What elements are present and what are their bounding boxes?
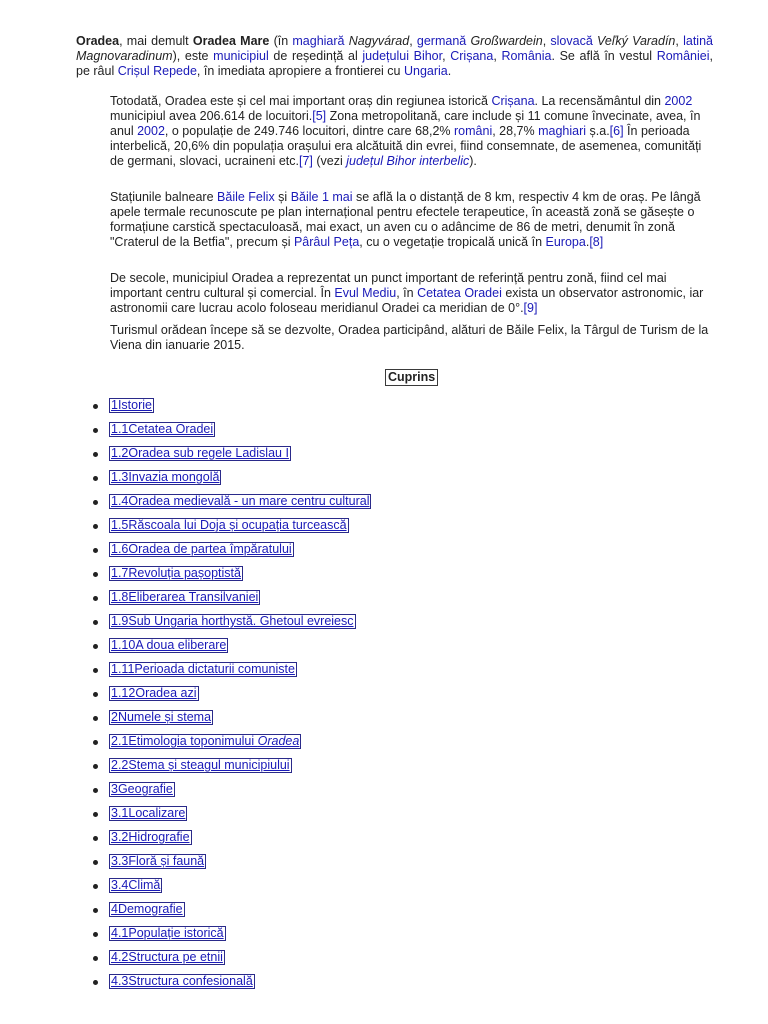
article-link[interactable]: slovacă — [550, 34, 593, 48]
bullet-icon — [93, 476, 98, 481]
body-text: , — [442, 49, 451, 63]
body-text: municipiul avea 206.614 de locuitori. — [110, 109, 313, 123]
body-text: În perioada interbelică, 20,6% din populația orașului era alcătuită din evrei, fiind consemnate, de asemenea, comunități de germani, slovaci, ucraineni etc. — [110, 124, 702, 168]
bullet-icon — [93, 500, 98, 505]
bullet-icon — [93, 884, 98, 889]
toc-item — [93, 926, 371, 950]
toc-link[interactable] — [109, 518, 349, 533]
body-text: (în — [269, 34, 293, 48]
body-text: Turismul orădean începe să se dezvolte, Oradea participând, alături de Băile Felix, la Târgul de Turism de la Viena din ianuarie 2015. — [110, 323, 709, 352]
article-link[interactable]: germană — [416, 34, 467, 48]
toc-item — [93, 494, 371, 518]
body-text: Zona metropolitană, care include și 11 comune învecinate, avea, în anul — [110, 109, 701, 138]
toc-text — [118, 902, 183, 916]
toc-number: 4.3 — [111, 974, 129, 988]
body-text: , — [542, 34, 551, 48]
toc-link[interactable] — [109, 398, 154, 413]
intro-paragraph — [76, 34, 713, 79]
article-link[interactable]: maghiari — [538, 124, 587, 138]
toc-number: 1.9 — [111, 614, 129, 628]
toc-text — [128, 974, 252, 988]
toc-link[interactable] — [109, 926, 226, 941]
article-link[interactable]: [8] — [589, 235, 604, 249]
toc-number: 1.12 — [111, 686, 136, 700]
body-text: , mai demult — [119, 34, 193, 48]
toc-number: 1.1 — [111, 422, 129, 436]
bullet-icon — [93, 740, 98, 745]
toc-number: 2.2 — [111, 758, 129, 772]
body-text: și — [274, 190, 291, 204]
toc-link[interactable] — [109, 854, 206, 869]
spa-paragraph — [110, 190, 710, 250]
body-text: Totodată, Oradea este și cel mai important oraș din regiunea istorică — [110, 94, 492, 108]
bullet-icon — [93, 932, 98, 937]
toc-label: Floră și faună — [128, 854, 205, 868]
tourism-paragraph — [110, 323, 710, 353]
toc-text — [128, 494, 369, 508]
bullet-icon — [93, 788, 98, 793]
toc-item — [93, 806, 371, 830]
toc-link[interactable] — [109, 614, 356, 629]
toc-link[interactable] — [109, 686, 199, 701]
toc-link[interactable] — [109, 542, 294, 557]
toc-label: Invazia mongolă — [128, 470, 220, 484]
toc-label: Oradea sub regele Ladislau I — [128, 446, 289, 460]
bullet-icon — [93, 764, 98, 769]
bullet-icon — [93, 404, 98, 409]
article-link[interactable]: România — [501, 49, 552, 63]
toc-number: 3.1 — [111, 806, 129, 820]
toc-item — [93, 878, 371, 902]
body-text: ș.a. — [586, 124, 610, 138]
toc-text — [128, 614, 353, 628]
body-text: Stațiunile balneare — [110, 190, 218, 204]
body-text: , în imediata apropiere a frontierei cu — [196, 64, 404, 78]
toc-item — [93, 686, 371, 710]
toc-link[interactable] — [109, 782, 175, 797]
body-text: , — [675, 34, 684, 48]
toc-link[interactable] — [109, 470, 221, 485]
article-link[interactable]: Cetatea Oradei — [417, 286, 502, 300]
bullet-icon — [93, 836, 98, 841]
body-text: . — [585, 235, 590, 249]
article-link[interactable]: Pârâul Peța — [293, 235, 360, 249]
toc-label: Revoluția pașoptistă — [128, 566, 241, 580]
toc-label: Oradea azi — [135, 686, 197, 700]
article-link[interactable]: Evul Mediu — [334, 286, 397, 300]
bold-text: Oradea — [76, 34, 120, 48]
toc-text — [128, 878, 160, 892]
toc-number: 3 — [111, 782, 118, 796]
body-text: . La recensământul din — [534, 94, 665, 108]
toc-text — [128, 758, 289, 772]
body-text: , — [493, 49, 502, 63]
toc-label: A doua eliberare — [135, 638, 227, 652]
body-text: se află la o distanță de 8 km, respectiv 4 km de oraș. Pe lângă apele termale recunoscute pe plan internațional pentru efectele terapeutice, în această zonă se găsește o formațiune carstică spectaculoasă, mai exact, un aven cu o adâncime de 86 de metri, denumit în zonă "Craterul de la Betfia", precum și — [110, 190, 701, 249]
toc-text — [128, 830, 189, 844]
bullet-icon — [93, 572, 98, 577]
toc-link[interactable] — [109, 662, 297, 677]
toc-label: Oradea medievală - un mare centru cultural — [128, 494, 370, 508]
toc-text — [128, 950, 223, 964]
toc-label-italic: Oradea — [257, 734, 300, 748]
article-link[interactable]: Băile 1 mai — [290, 190, 353, 204]
toc-item — [93, 614, 371, 638]
toc-number: 1.5 — [111, 518, 129, 532]
toc-text — [118, 398, 152, 412]
article-link[interactable]: Europa — [545, 235, 586, 249]
toc-text — [118, 710, 211, 724]
toc-label: Etimologia toponimului — [128, 734, 258, 748]
toc-text — [128, 542, 291, 556]
toc-text — [128, 854, 204, 868]
italic-text: Magnovaradinum — [76, 49, 173, 63]
toc-number: 1.8 — [111, 590, 129, 604]
toc-item — [93, 590, 371, 614]
bullet-icon — [93, 644, 98, 649]
toc-link[interactable] — [109, 710, 213, 725]
bullet-icon — [93, 860, 98, 865]
toc-item — [93, 950, 371, 974]
article-link[interactable]: 2002 — [664, 94, 693, 108]
toc-item — [93, 446, 371, 470]
article-link[interactable]: [9] — [523, 301, 538, 315]
toc-number: 3.2 — [111, 830, 129, 844]
article-link[interactable]: județul Bihor interbelic — [346, 154, 470, 168]
toc-label: Cetatea Oradei — [128, 422, 214, 436]
toc-text — [128, 806, 185, 820]
toc-text — [135, 686, 196, 700]
toc-item — [93, 518, 371, 542]
toc-link[interactable] — [109, 590, 260, 605]
bold-text: Oradea Mare — [192, 34, 270, 48]
toc-number: 4.1 — [111, 926, 129, 940]
italic-text: Veľký Varadín — [597, 34, 676, 48]
article-link[interactable]: români — [454, 124, 493, 138]
toc-text — [128, 470, 219, 484]
toc-title: Cuprins — [385, 369, 438, 386]
toc-label: Structura pe etnii — [128, 950, 223, 964]
toc-item — [93, 902, 371, 926]
toc-label: Istorie — [117, 398, 152, 412]
body-text: De secole, municipiul Oradea a reprezentat un punct important de referință pentru zonă, fiind cel mai important centru cultural și comercial. În — [110, 271, 667, 300]
toc-link[interactable] — [109, 422, 215, 437]
toc-item — [93, 398, 371, 422]
article-link[interactable]: [6] — [609, 124, 624, 138]
article-link[interactable]: României — [656, 49, 710, 63]
article-link[interactable]: Băile Felix — [217, 190, 275, 204]
toc-label: Climă — [128, 878, 161, 892]
toc-item — [93, 758, 371, 782]
body-text: , o populație de 249.746 locuitori, dintre care 68,2% — [164, 124, 455, 138]
toc-label: Oradea de partea împăratului — [128, 542, 292, 556]
bullet-icon — [93, 956, 98, 961]
body-text: ), este — [172, 49, 214, 63]
toc-link[interactable] — [109, 950, 225, 965]
body-text: , 28,7% — [492, 124, 539, 138]
toc-number: 3.3 — [111, 854, 129, 868]
toc-link[interactable] — [109, 638, 228, 653]
toc-number: 1.7 — [111, 566, 129, 580]
toc-item — [93, 782, 371, 806]
article-link[interactable]: Ungaria — [403, 64, 448, 78]
article-link[interactable]: județului Bihor — [362, 49, 443, 63]
bullet-icon — [93, 668, 98, 673]
toc-link[interactable] — [109, 806, 187, 821]
toc-number: 1.11 — [111, 662, 135, 676]
toc-link[interactable] — [109, 566, 243, 581]
article-link[interactable]: maghiară — [292, 34, 345, 48]
toc-item — [93, 854, 371, 878]
toc-item — [93, 542, 371, 566]
toc-text — [128, 926, 223, 940]
toc-link[interactable] — [109, 734, 301, 749]
history-paragraph — [110, 271, 710, 316]
toc-text — [128, 734, 299, 748]
toc-text — [118, 782, 173, 796]
toc-label: Răscoala lui Doja și ocupația turcească — [128, 518, 347, 532]
toc-number: 1.4 — [111, 494, 129, 508]
body-text: , — [409, 34, 417, 48]
toc-number: 3.4 — [111, 878, 129, 892]
italic-text: Nagyvárad — [348, 34, 410, 48]
toc-number: 2.1 — [111, 734, 129, 748]
toc-number: 4 — [111, 902, 118, 916]
body-text: . Se află în vestul — [551, 49, 657, 63]
toc-number: 1.3 — [111, 470, 129, 484]
bullet-icon — [93, 452, 98, 457]
body-text: , pe râul — [76, 49, 713, 78]
toc-label: Numele și stema — [117, 710, 212, 724]
bullet-icon — [93, 812, 98, 817]
toc-number: 1.2 — [111, 446, 129, 460]
toc-text — [128, 566, 241, 580]
toc-number: 2 — [111, 710, 118, 724]
toc-text — [135, 638, 226, 652]
body-text: , cu o vegetație tropicală unică în — [359, 235, 546, 249]
toc-label: Populație istorică — [128, 926, 224, 940]
article-link[interactable]: Crișul Repede — [117, 64, 197, 78]
article-link[interactable]: latină — [683, 34, 713, 48]
toc-link[interactable] — [109, 974, 255, 989]
bullet-icon — [93, 596, 98, 601]
bullet-icon — [93, 620, 98, 625]
italic-text: Großwardein — [470, 34, 543, 48]
article-link[interactable]: 2002 — [137, 124, 165, 138]
body-text: exista un observator astronomic, iar astronomii care lucrau acolo foloseau meridianul Oradei ca meridian de 0°. — [110, 286, 704, 315]
toc-text — [128, 446, 289, 460]
article-link[interactable]: [5] — [312, 109, 327, 123]
body-text: . — [447, 64, 452, 78]
toc-label: Hidrografie — [128, 830, 190, 844]
toc-label: Demografie — [117, 902, 183, 916]
toc-link[interactable] — [109, 494, 371, 509]
bullet-icon — [93, 692, 98, 697]
toc-label: Structura confesională — [128, 974, 253, 988]
toc-item — [93, 470, 371, 494]
toc-item — [93, 734, 371, 758]
article-link[interactable]: municipiul — [213, 49, 269, 63]
toc-label: Geografie — [117, 782, 173, 796]
toc-text — [134, 662, 295, 676]
body-text: (vezi — [312, 154, 347, 168]
toc-item — [93, 422, 371, 446]
toc-item — [93, 662, 371, 686]
bullet-icon — [93, 980, 98, 985]
toc-number: 1.6 — [111, 542, 129, 556]
toc-label: Localizare — [128, 806, 186, 820]
body-text: de reședință al — [268, 49, 363, 63]
body-text: , în — [396, 286, 418, 300]
toc-number: 4.2 — [111, 950, 129, 964]
toc-item — [93, 566, 371, 590]
toc-number: 1.10 — [111, 638, 136, 652]
toc-item — [93, 638, 371, 662]
article-link[interactable]: Crișana — [491, 94, 535, 108]
toc-text — [128, 590, 258, 604]
toc-item — [93, 830, 371, 854]
population-paragraph — [110, 94, 710, 169]
toc-label: Sub Ungaria horthystă. Ghetoul evreiesc — [128, 614, 354, 628]
article-link[interactable]: [7] — [298, 154, 313, 168]
toc-item — [93, 710, 371, 734]
toc-link[interactable] — [109, 902, 185, 917]
body-text: ). — [469, 154, 477, 168]
bullet-icon — [93, 428, 98, 433]
table-of-contents — [93, 398, 371, 998]
toc-text — [128, 422, 213, 436]
toc-label: Perioada dictaturii comuniste — [134, 662, 295, 676]
toc-link[interactable] — [109, 446, 291, 461]
toc-link[interactable] — [109, 758, 292, 773]
toc-item — [93, 974, 371, 998]
toc-text — [128, 518, 346, 532]
article-link[interactable]: Crișana — [450, 49, 494, 63]
bullet-icon — [93, 548, 98, 553]
toc-link[interactable] — [109, 830, 192, 845]
toc-label: Stema și steagul municipiului — [128, 758, 290, 772]
bullet-icon — [93, 908, 98, 913]
bullet-icon — [93, 524, 98, 529]
bullet-icon — [93, 716, 98, 721]
toc-link[interactable] — [109, 878, 162, 893]
toc-number: 1 — [111, 398, 118, 412]
toc-label: Eliberarea Transilvaniei — [128, 590, 259, 604]
